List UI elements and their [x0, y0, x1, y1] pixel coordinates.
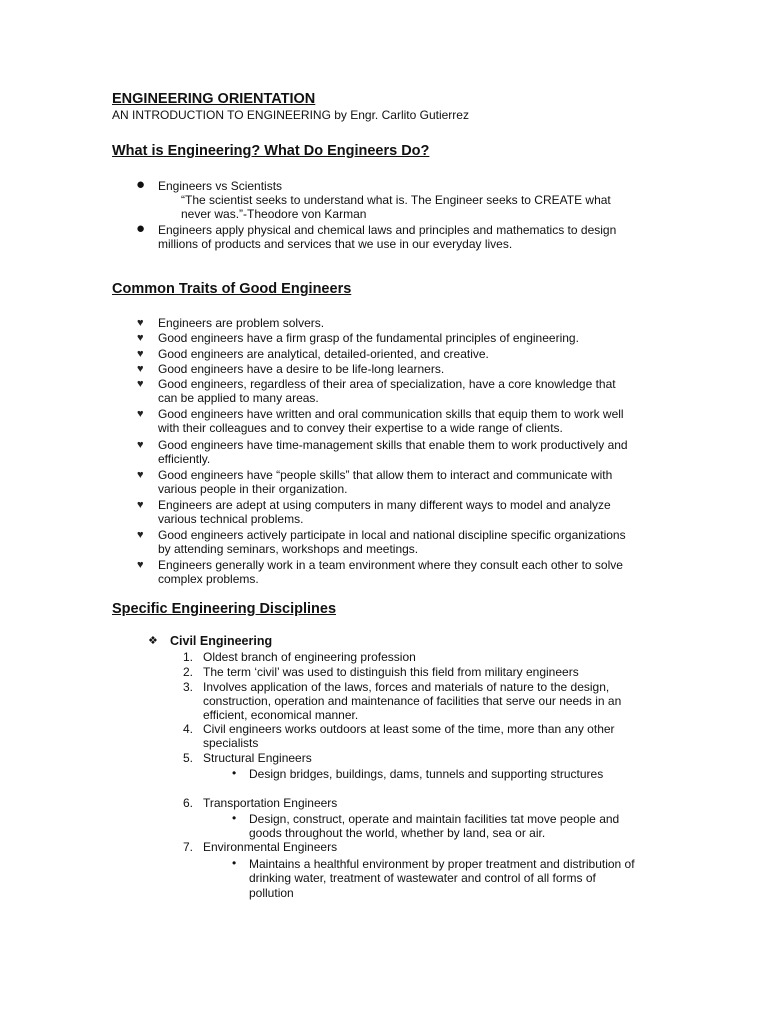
bullet-dot-icon: ● — [136, 220, 146, 237]
list-item: Structural Engineers — [203, 751, 312, 765]
document-title: ENGINEERING ORIENTATION — [112, 91, 316, 107]
list-item: Engineers are problem solvers. — [158, 316, 325, 330]
subsection-heading-civil: Civil Engineering — [170, 634, 273, 648]
document-subtitle: AN INTRODUCTION TO ENGINEERING by Engr. Carlito Gutierrez — [112, 108, 469, 122]
section-heading-what-is-engineering: What is Engineering? What Do Engineers Do? — [112, 143, 430, 159]
list-item: Engineers are adept at using computers in many different ways to model and analyze — [158, 498, 611, 512]
list-item: Civil engineers works outdoors at least some of the time, more than any other — [203, 722, 615, 736]
list-number: 2. — [182, 665, 193, 679]
list-item: can be applied to many areas. — [158, 391, 319, 405]
heart-bullet-icon: ♥ — [137, 332, 144, 344]
heart-bullet-icon: ♥ — [137, 469, 144, 481]
list-item: Design bridges, buildings, dams, tunnels and supporting structures — [249, 767, 604, 781]
list-item: Maintains a healthful environment by proper treatment and distribution of — [249, 857, 635, 871]
list-item: Transportation Engineers — [203, 796, 338, 810]
list-item: various technical problems. — [158, 512, 304, 526]
bullet-dot-icon: ● — [136, 176, 146, 193]
list-item: The term ‘civil’ was used to distinguish this field from military engineers — [203, 665, 579, 679]
list-item: complex problems. — [158, 572, 259, 586]
list-item: Good engineers have “people skills” that allow them to interact and communicate with — [158, 468, 613, 482]
section-heading-common-traits: Common Traits of Good Engineers — [112, 281, 352, 297]
heart-bullet-icon: ♥ — [137, 439, 144, 451]
diamond-bullet-icon: ❖ — [148, 635, 158, 647]
list-item: Environmental Engineers — [203, 840, 338, 854]
list-number: 5. — [182, 751, 193, 765]
section-heading-disciplines: Specific Engineering Disciplines — [112, 601, 337, 617]
heart-bullet-icon: ♥ — [137, 378, 144, 390]
quote-text: never was.”-Theodore von Karman — [181, 207, 367, 221]
list-item: efficient, economical manner. — [203, 708, 359, 722]
heart-bullet-icon: ♥ — [137, 559, 144, 571]
list-item: Good engineers are analytical, detailed-oriented, and creative. — [158, 347, 489, 361]
list-item: specialists — [203, 736, 259, 750]
bullet-dot-icon: • — [232, 811, 237, 825]
list-item: Engineers vs Scientists — [158, 179, 283, 193]
heart-bullet-icon: ♥ — [137, 408, 144, 420]
list-item: construction, operation and maintenance of facilities that serve our needs in an — [203, 694, 622, 708]
bullet-dot-icon: • — [232, 856, 237, 870]
list-item: Oldest branch of engineering profession — [203, 650, 416, 664]
list-item: efficiently. — [158, 452, 211, 466]
list-item: millions of products and services that we use in our everyday lives. — [158, 237, 513, 251]
list-item: Design, construct, operate and maintain facilities tat move people and — [249, 812, 620, 826]
heart-bullet-icon: ♥ — [137, 317, 144, 329]
list-item: Good engineers have a desire to be life-long learners. — [158, 362, 445, 376]
list-item: goods throughout the world, whether by land, sea or air. — [249, 826, 546, 840]
heart-bullet-icon: ♥ — [137, 363, 144, 375]
list-item: Good engineers, regardless of their area of specialization, have a core knowledge that — [158, 377, 616, 391]
list-number: 4. — [182, 722, 193, 736]
list-item: Engineers apply physical and chemical laws and principles and mathematics to design — [158, 223, 617, 237]
list-item: Engineers generally work in a team environment where they consult each other to solve — [158, 558, 623, 572]
list-item: drinking water, treatment of wastewater and control of all forms of — [249, 871, 596, 885]
bullet-dot-icon: • — [232, 766, 237, 780]
quote-text: “The scientist seeks to understand what is. The Engineer seeks to CREATE what — [181, 193, 611, 207]
list-item: Good engineers have time-management skills that enable them to work productively and — [158, 438, 628, 452]
heart-bullet-icon: ♥ — [137, 348, 144, 360]
list-item: Good engineers have a firm grasp of the fundamental principles of engineering. — [158, 331, 579, 345]
list-number: 6. — [182, 796, 193, 810]
list-number: 3. — [182, 680, 193, 694]
list-item: with their colleagues and to convey their expertise to a wide range of clients. — [158, 421, 563, 435]
list-number: 1. — [182, 650, 193, 664]
list-item: pollution — [249, 886, 294, 900]
list-item: by attending seminars, workshops and meetings. — [158, 542, 419, 556]
list-item: Involves application of the laws, forces and materials of nature to the design, — [203, 680, 610, 694]
list-number: 7. — [182, 840, 193, 854]
heart-bullet-icon: ♥ — [137, 529, 144, 541]
list-item: various people in their organization. — [158, 482, 348, 496]
list-item: Good engineers actively participate in local and national discipline specific organizations — [158, 528, 626, 542]
heart-bullet-icon: ♥ — [137, 499, 144, 511]
list-item: Good engineers have written and oral communication skills that equip them to work well — [158, 407, 624, 421]
